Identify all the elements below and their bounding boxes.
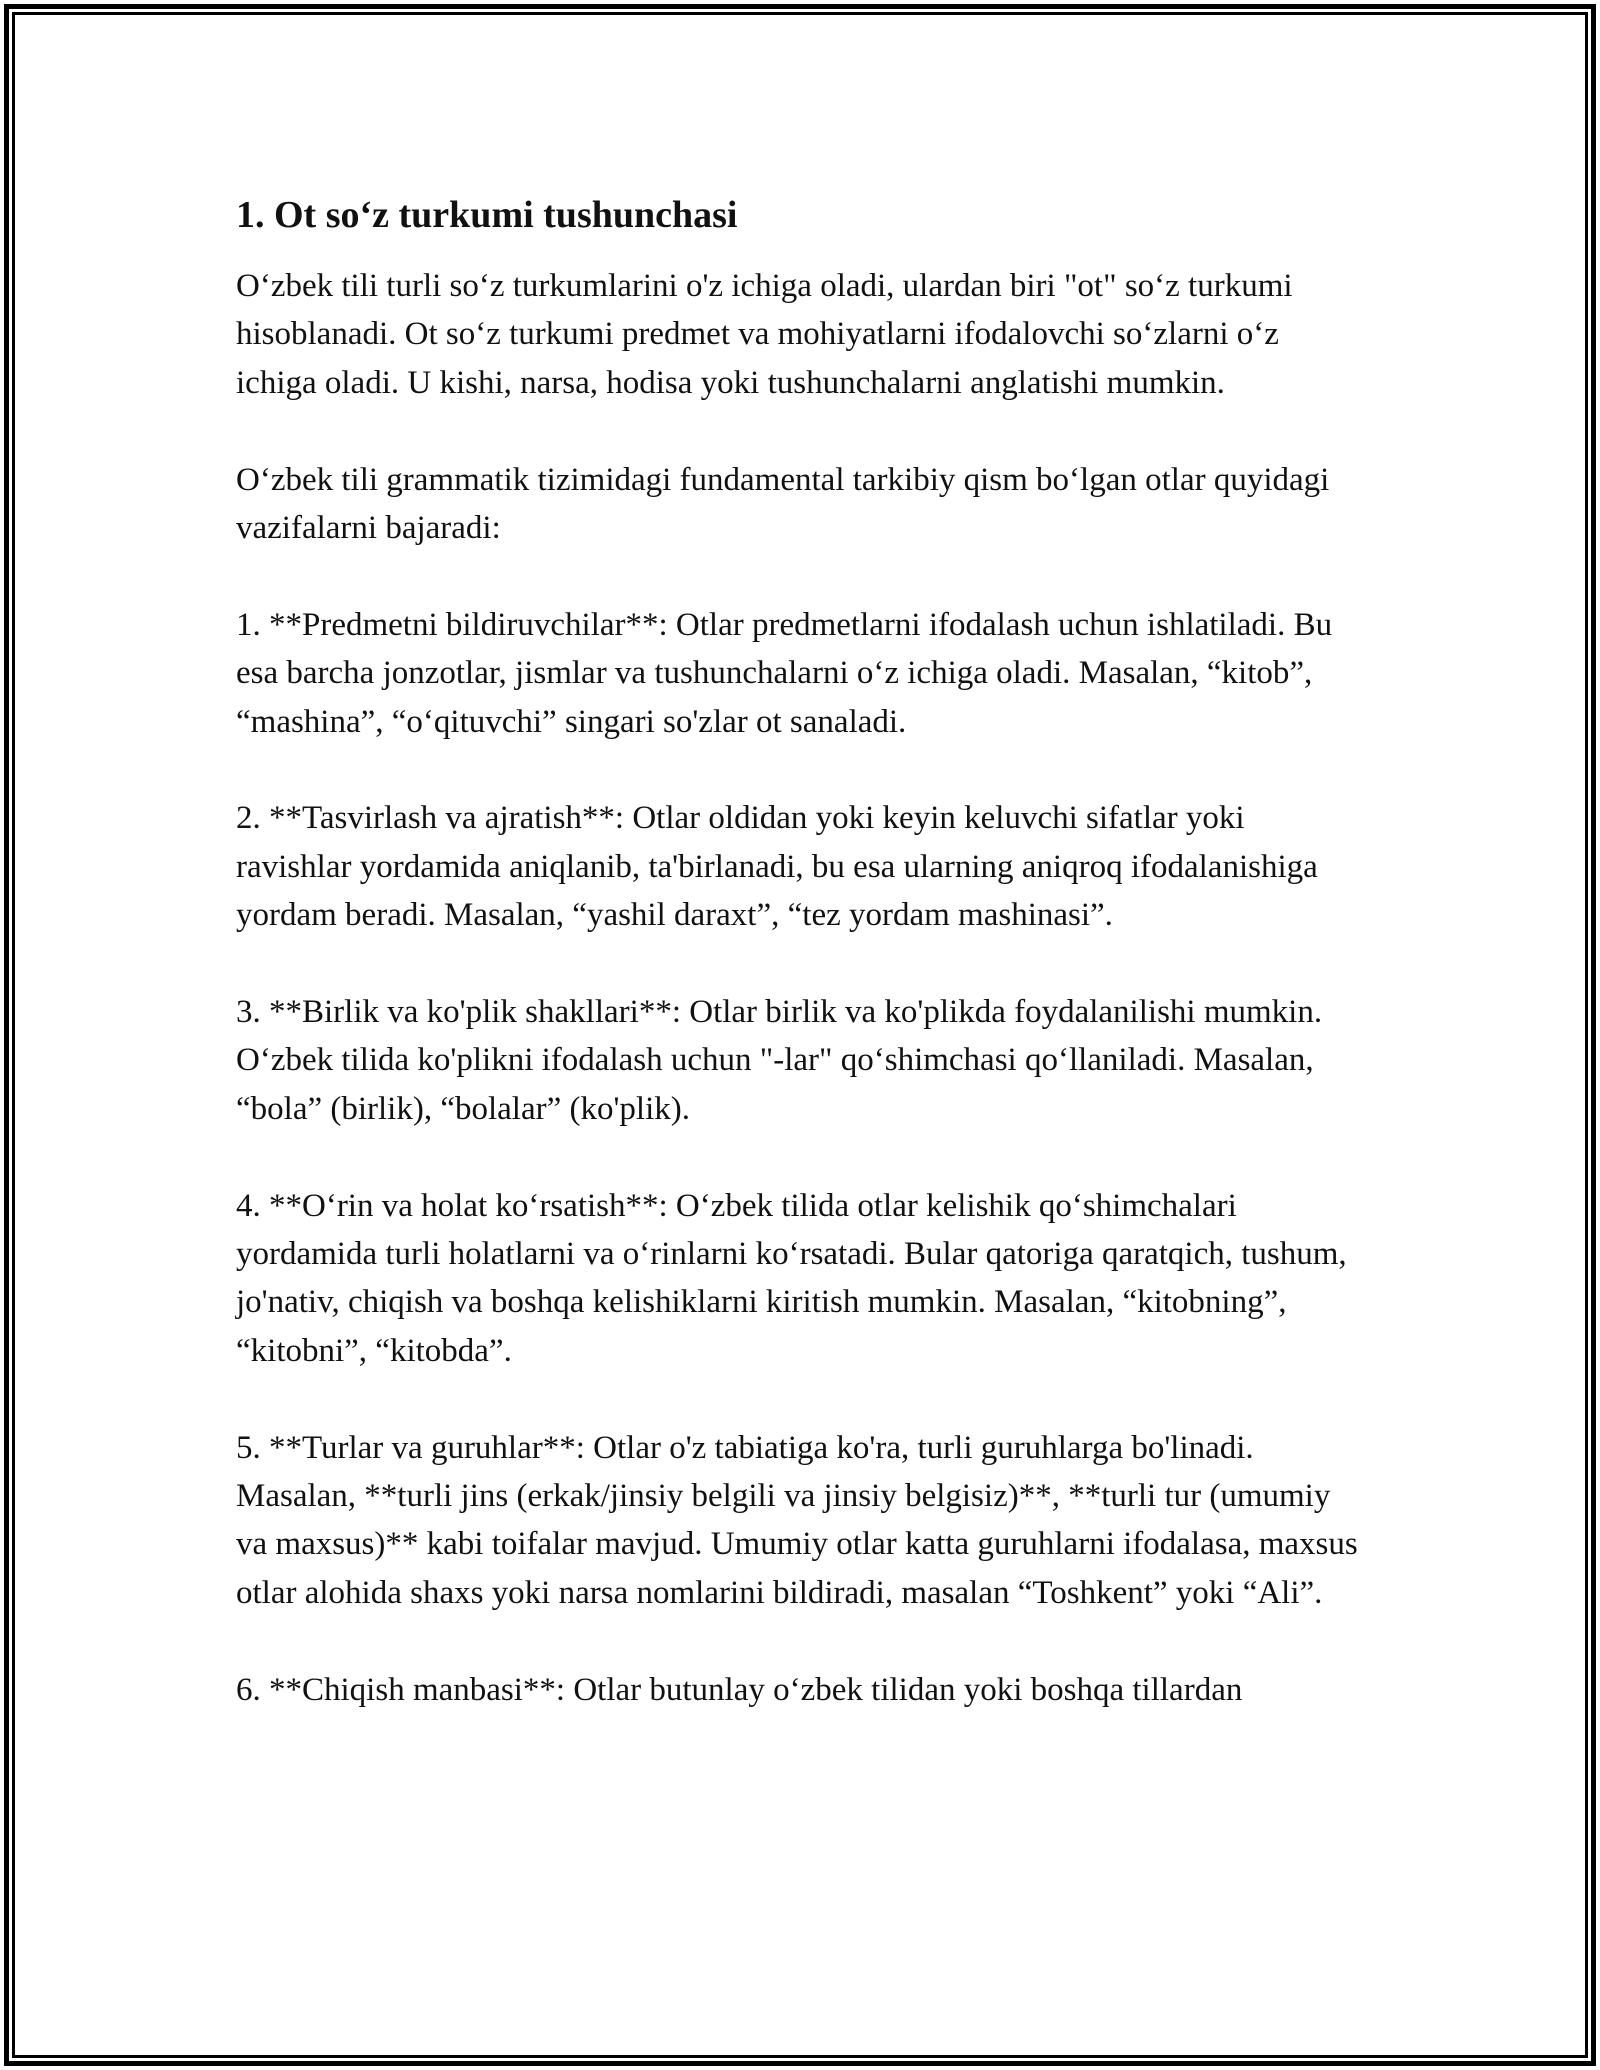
- section-title: 1. Ot so‘z turkumi tushunchasi: [236, 194, 738, 236]
- list-item-5: 5. **Turlar va guruhlar**: Otlar o'z tabiatiga ko'ra, turli guruhlarga bo'linadi. Masalan, **turli jins (erkak/jinsiy belgili va jinsiy belgisiz)**, **turli tur (umumiy va maxsus)** kabi toifalar mavjud. Umumiy otlar katta guruhlarni ifodalasa, maxsus otlar alohida shaxs yoki narsa nomlarini bildiradi, masalan “Toshkent” yoki “Ali”.: [236, 1429, 1358, 1611]
- list-item-6: 6. **Chiqish manbasi**: Otlar butunlay o‘zbek tilidan yoki boshqa tillardan: [236, 1671, 1243, 1708]
- list-item-1: 1. **Predmetni bildiruvchilar**: Otlar predmetlarni ifodalash uchun ishlatiladi. Bu esa barcha jonzotlar, jismlar va tushunchalarni o‘z ichiga oladi. Masalan, “kitob”, “mashina”, “o‘qituvchi” singari so'zlar ot sanaladi.: [236, 606, 1333, 740]
- paragraph-functions-lead: O‘zbek tili grammatik tizimidagi fundamental tarkibiy qism bo‘lgan otlar quyidagi vazifalarni bajaradi:: [236, 461, 1330, 547]
- list-item-4: 4. **O‘rin va holat ko‘rsatish**: O‘zbek tilida otlar kelishik qo‘shimchalari yordamida turli holatlarni va o‘rinlarni ko‘rsatadi. Bular qatoriga qaratqich, tushum, jo'nativ, chiqish va boshqa kelishiklarni kiritish mumkin. Masalan, “kitobning”, “kitobni”, “kitobda”.: [236, 1187, 1347, 1369]
- list-item-3: 3. **Birlik va ko'plik shakllari**: Otlar birlik va ko'plikda foydalanilishi mumkin. O‘zbek tilida ko'plikni ifodalash uchun "-lar" qo‘shimchasi qo‘llaniladi. Masalan, “bola” (birlik), “bolalar” (ko'plik).: [236, 994, 1323, 1127]
- list-item-2: 2. **Tasvirlash va ajratish**: Otlar oldidan yoki keyin keluvchi sifatlar yoki ravishlar yordamida aniqlanib, ta'birlanadi, bu esa ularning aniqroq ifodalanishiga yordam beradi. Masalan, “yashil daraxt”, “tez yordam mashinasi”.: [236, 800, 1318, 934]
- paragraph-intro: O‘zbek tili turli so‘z turkumlarini o'z ichiga oladi, ulardan biri "ot" so‘z turkumi hisoblanadi. Ot so‘z turkumi predmet va mohiyatlarni ifodalovchi so‘zlarni o‘z ichiga oladi. U kishi, narsa, hodisa yoki tushunchalarni anglatishi mumkin.: [236, 268, 1293, 401]
- document-body: [236, 190, 1366, 1714]
